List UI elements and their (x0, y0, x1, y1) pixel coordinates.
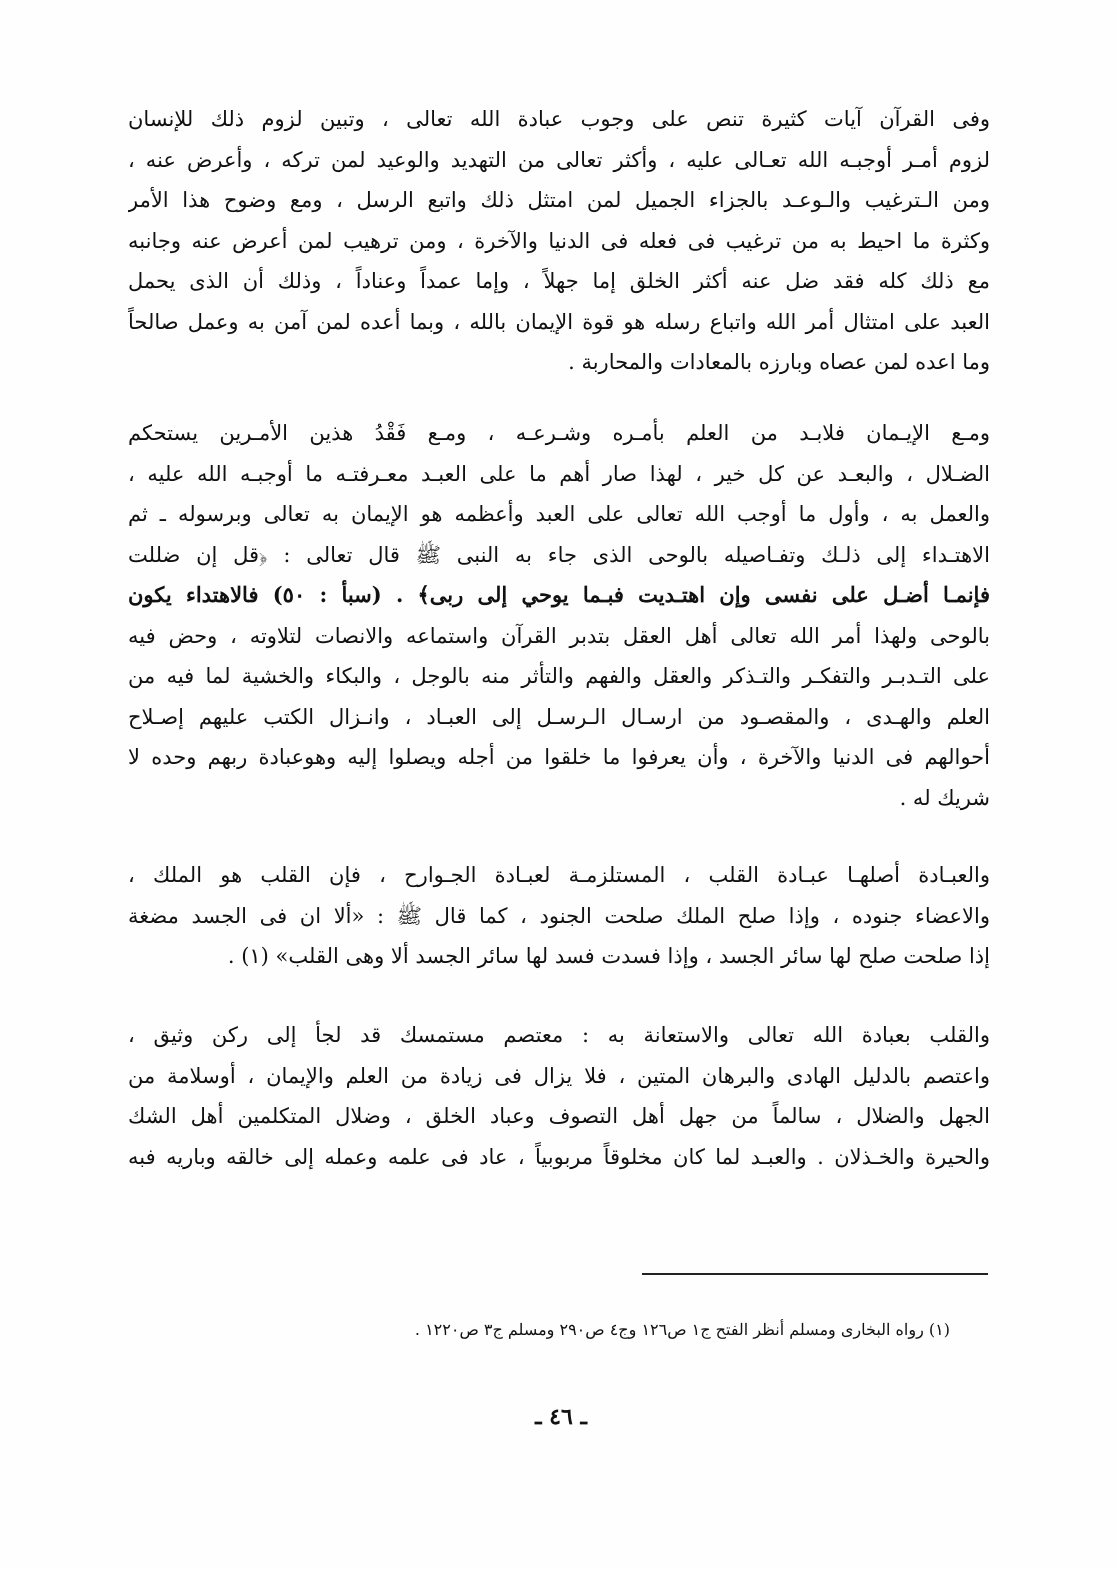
paragraph-line: على التـدبـر والتفكـر والتـذكر والعقل والفهم والتأثر منه بالوجل ، والبكاء والخشية لما فيه من (128, 664, 990, 688)
footnote-divider (642, 1273, 988, 1275)
paragraph-line: والعمل به ، وأول ما أوجب الله تعالى على العبد وأعظمه هو الإيمان به تعالى وبرسوله ـ ثم (128, 502, 990, 526)
page-number: ـ ٤٦ ـ (535, 1404, 587, 1430)
paragraph-line: بالوحى ولهذا أمر الله تعالى أهل العقل بتدبر القرآن واستماعه والانصات لتلاوته ، وحض فيه (128, 623, 990, 648)
paragraph-line: الجهل والضلال ، سالماً من جهل أهل التصوف وعباد الخلق ، وضلال المتكلمين أهل الشك (128, 1104, 990, 1128)
paragraph-line: والاعضاء جنوده ، وإذا صلح الملك صلحت الجنود ، كما قال ﷺ : «ألا ان فى الجسد مضغة (128, 903, 990, 928)
paragraph-line: العلم والهـدى ، والمقصـود من ارسـال الـرسـل إلى العبـاد ، وانـزال الكتب عليهم إصـلاح (128, 704, 990, 729)
paragraph-line: لزوم أمـر أوجبـه الله تعـالى عليه ، وأكثر تعالى من التهديد والوعيد لمن تركه ، وأعرض عنه ، (128, 147, 990, 172)
paragraph-line: أحوالهم فى الدنيا والآخرة ، وأن يعرفوا ما خلقوا من أجله ويصلوا إليه وهوعبادة ربهم وحده لا (128, 745, 990, 769)
paragraph-line: ومـع الإيـمان فلابـد من العلم بأمـره وشـرعـه ، ومـع فَقْدُ هذين الأمـرين يستحكم (128, 421, 990, 445)
paragraph-line: ومن الـترغيب والـوعـد بالجزاء الجميل لمن امتثل ذلك واتبع الرسل ، ومع وضوح هذا الأمر (128, 188, 990, 212)
paragraph-line: والحيرة والخـذلان . والعبـد لما كان مخلوقاً مربوبياً ، عاد فى علمه وعمله إلى خالقه وباريه فبه (128, 1144, 990, 1169)
paragraph-line: والعبـادة أصلهـا عبـادة القلب ، المستلزمـة لعبـادة الجـوارح ، فإن القلب هو الملك ، (128, 863, 990, 887)
paragraph-2 (128, 413, 990, 818)
paragraph-line: واعتصم بالدليل الهادى والبرهان المتين ، فلا يزال فى زيادة من العلم والإيمان ، أوسلامة من (128, 1063, 990, 1088)
paragraph-line: الضـلال ، والبعـد عن كل خير ، لهذا صار أهم ما على العبـد معـرفتـه ما أوجبـه الله عليه ، (128, 461, 990, 486)
paragraph-line: شريك له . (899, 785, 990, 810)
paragraph-line: إذا صلحت صلح لها سائر الجسد ، وإذا فسدت فسد لها سائر الجسد ألا وهى القلب» (١) . (227, 944, 990, 968)
paragraph-line: وكثرة ما احيط به من ترغيب فى فعله فى الدنيا والآخرة ، ومن ترهيب لمن أعرض عنه وجانبه (128, 228, 990, 253)
paragraph-line: وفى القرآن آيات كثيرة تنص على وجوب عبادة الله تعالى ، وتبين لزوم ذلك للإنسان (128, 107, 990, 131)
paragraph-line: الاهتـداء إلى ذلـك وتفـاصيله بالوحى الذى جاء به النبى ﷺ قال تعالى : ﴿قل إن ضللت (128, 542, 990, 567)
paragraph-line: والقلب بعبادة الله تعالى والاستعانة به : معتصم مستمسك قد لجأ إلى ركن وثيق ، (128, 1023, 990, 1047)
paragraph-line: وما اعده لمن عصاه وبارزه بالمعادات والمحاربة . (568, 350, 990, 374)
paragraph-line: مع ذلك كله فقد ضل عنه أكثر الخلق إما جهلاً ، وإما عمداً وعناداً ، وذلك أن الذى يحمل (128, 269, 990, 293)
paragraph-4 (128, 1015, 990, 1177)
paragraph-3 (128, 855, 990, 977)
footnote: (١) رواه البخارى ومسلم أنظر الفتح ج١ ص١٢٦ وج٤ ص٢٩٠ ومسلم ج٣ ص١٢٢٠ . (414, 1320, 950, 1339)
paragraph-1 (128, 99, 990, 383)
paragraph-line: العبد على امتثال أمر الله واتباع رسله هو قوة الإيمان بالله ، وبما أعده لمن آمن به وعمل صالحاً (128, 309, 990, 334)
paragraph-line: فإنمـا أضـل على نفسى وإن اهتـديت فبـما يوحي إلى ربى﴾ . (سبأ : ٥٠) فالاهتداء يكون (128, 582, 990, 607)
